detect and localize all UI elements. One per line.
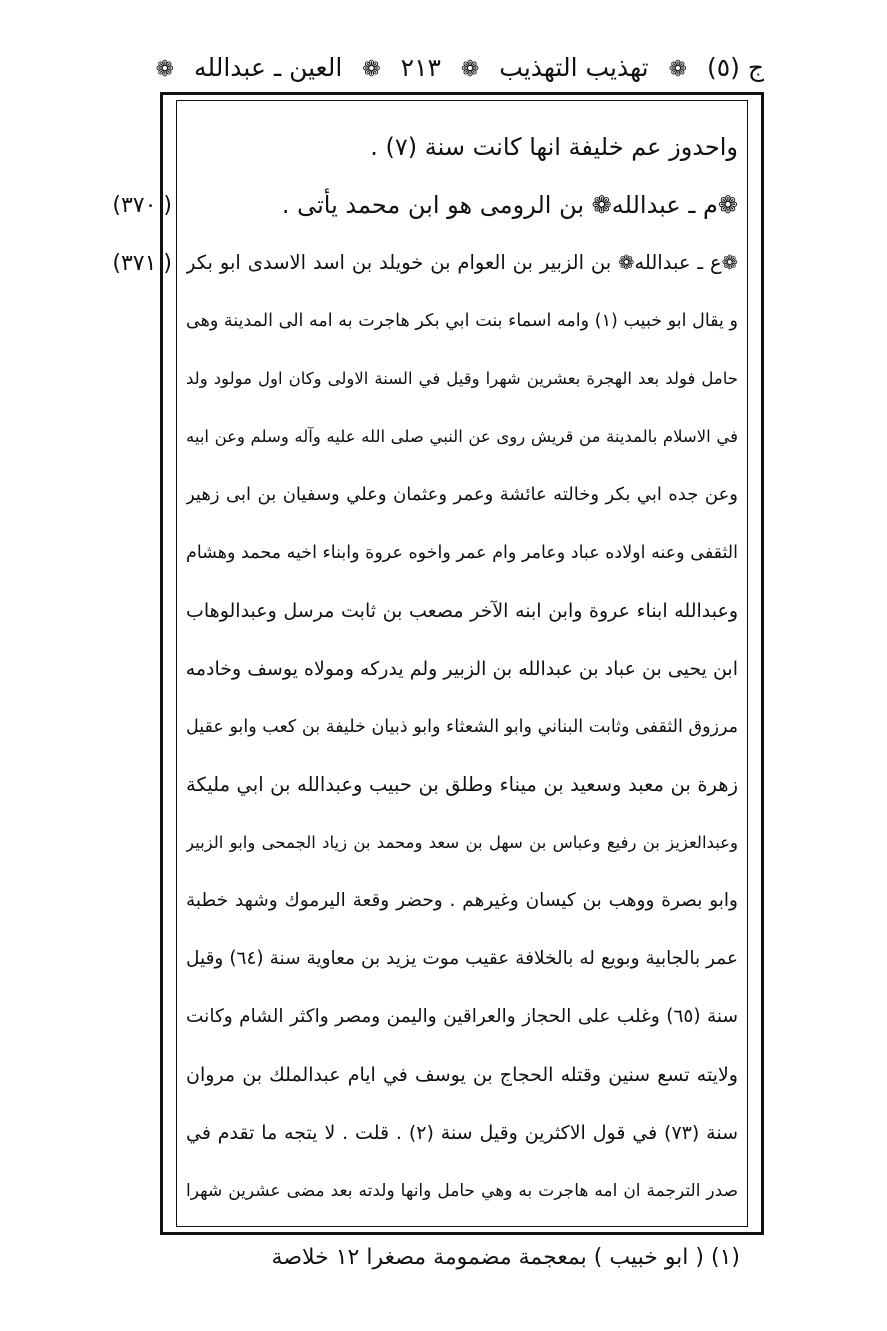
text-line: سنة (٧٣) في قول الاكثرين وقيل سنة (٢) . قلت . لا يتجه ما تقدم في	[186, 1122, 738, 1144]
main-text	[186, 118, 738, 1220]
text-line: وعبدالعزيز بن رفيع وعباس بن سهل بن سعد ومحمد بن زياد الجمحى وابو الزبير	[186, 833, 738, 852]
entry-number-371: ( ٣٧١)	[112, 251, 172, 276]
footnote: (١) ( ابو خبيب ) بمعجمة مضمومة مصغرا ١٢ خلاصة	[271, 1245, 740, 1270]
text-line: وابو بصرة ووهب بن كيسان وغيرهم . وحضر وقعة اليرموك وشهد خطبة	[186, 890, 738, 911]
text-line: الثقفى وعنه اولاده عباد وعامر وام عمر واخوه عروة وابناء اخيه محمد وهشام	[186, 543, 738, 563]
text-line: واحدوز عم خليفة انها كانت سنة (٧) .	[370, 133, 738, 161]
text-line: و يقال ابو خبيب (١) وامه اسماء بنت ابي بكر هاجرت به امه الى المدينة وهى	[186, 311, 738, 331]
running-header	[150, 48, 770, 88]
header-page-number: ٢١٣	[400, 53, 441, 82]
text-line: ابن يحيى بن عباد بن عبدالله بن الزبير ولم يدركه ومولاه يوسف وخادمه	[186, 658, 738, 680]
entry-number-370: ( ٣٧٠)	[112, 193, 172, 218]
text-line: عمر بالجابية وبويع له بالخلافة عقيب موت يزيد بن معاوية سنة (٦٤) وقيل	[186, 948, 738, 969]
text-line: ولايته تسع سنين وقتله الحجاج بن يوسف في ايام عبدالملك بن مروان	[186, 1064, 738, 1086]
ornament-icon: ❁	[362, 57, 381, 82]
ornament-icon: ❁	[668, 57, 687, 82]
text-line: ❁م ـ عبدالله❁ بن الرومى هو ابن محمد يأتى .	[281, 191, 738, 219]
ornament-icon: ❁	[155, 57, 175, 82]
header-section: العين ـ عبدالله	[194, 53, 343, 82]
text-line: مرزوق الثقفى وثابت البناني وابو الشعثاء وابو ذبيان خليفة بن كعب وابو عقيل	[186, 717, 738, 737]
text-line: ❁ع ـ عبدالله❁ بن الزبير بن العوام بن خويلد بن اسد الاسدى ابو بكر	[186, 251, 738, 274]
ornament-icon: ❁	[460, 57, 480, 82]
header-book-title: تهذيب التهذيب	[499, 53, 649, 82]
text-line: وعبدالله ابناء عروة وابن ابنه الآخر مصعب بن ثابت مرسل وعبدالوهاب	[186, 600, 738, 622]
text-line: سنة (٦٥) وغلب على الحجاز والعراقين واليمن ومصر واكثر الشام وكانت	[186, 1006, 738, 1027]
text-line: زهرة بن معبد وسعيد بن ميناء وطلق بن حبيب وعبدالله بن ابي مليكة	[186, 773, 738, 796]
text-line: وعن جده ابي بكر وخالته عائشة وعمر وعثمان وعلي وسفيان بن ابى زهير	[186, 484, 738, 505]
text-line: حامل فولد بعد الهجرة بعشرين شهرا وقيل في السنة الاولى وكان اول مولود ولد	[186, 369, 738, 388]
text-line: صدر الترجمة ان امه هاجرت به وهي حامل وانها ولدته بعد مضى عشرين شهرا	[186, 1181, 738, 1201]
text-line: في الاسلام بالمدينة من قريش روى عن النبي صلى الله عليه وآله وسلم وعن ابيه	[186, 427, 738, 446]
header-volume: ج (٥)	[706, 53, 764, 82]
